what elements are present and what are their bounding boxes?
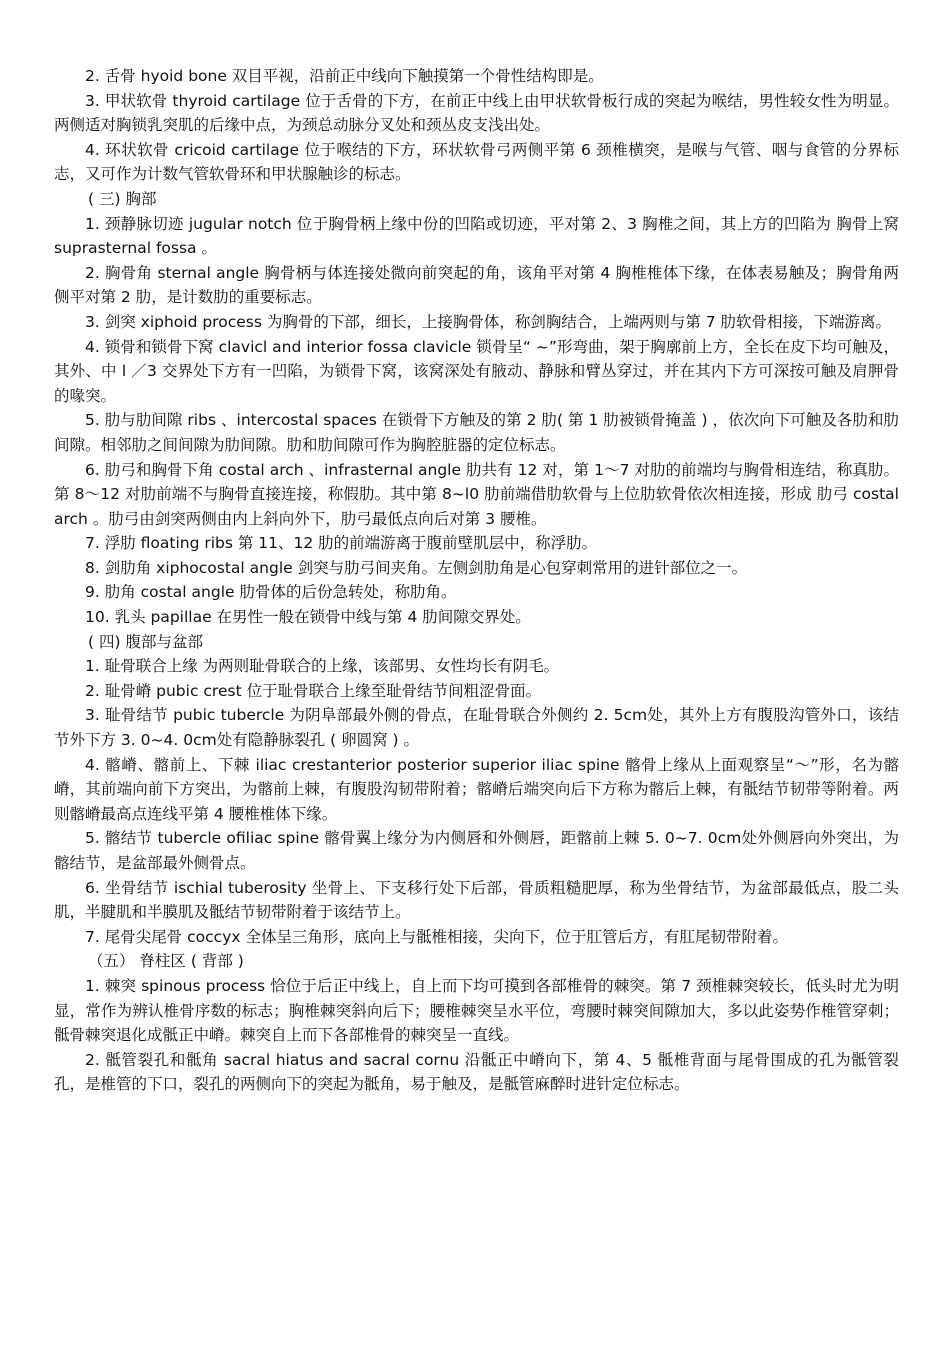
paragraph-abdomen-3: 3. 耻骨结节 pubic tubercle 为阴阜部最外侧的骨点，在耻骨联合外侧约 2. 5cm处，其外上方有腹股沟管外口，该结节外下方 3. 0~4. 0cm处有隐静脉裂孔 ( 卵圆窝 ) 。 — [54, 706, 899, 750]
paragraph-chest-4: 4. 锁骨和锁骨下窝 clavicl and interior fossa clavicle 锁骨呈“ ~”形弯曲，架于胸廓前上方，全长在皮下均可触及，其外、中 l ／3 交界处下方有一凹陷，为锁骨下窝，该窝深处有腋动、静脉和臂丛穿过，并在其内下方可深按可触及肩胛骨的喙突。 — [54, 337, 899, 405]
paragraph-chest-7: 7. 浮肋 floating ribs 第 11、12 肋的前端游离于腹前壁肌层中，称浮肋。 — [85, 534, 598, 553]
paragraph-chest-2: 2. 胸骨角 sternal angle 胸骨柄与体连接处微向前突起的角，该角平对第 4 胸椎椎体下缘，在体表易触及；胸骨角两侧平对第 2 肋，是计数肋的重要标志。 — [54, 263, 899, 307]
paragraph-chest-6: 6. 肋弓和胸骨下角 costal arch 、infrasternal angle 肋共有 12 对，第 1～7 对肋的前端均与胸骨相连结，称真肋。第 8～12 对肋前端不与胸骨直接连接，称假肋。其中第 8~l0 肋前端借肋软骨与上位肋软骨依次相连接，形成 肋弓 costal arch 。肋弓由剑突两侧由内上斜向外下，肋弓最低点向后对第 3 腰椎。 — [54, 460, 899, 528]
paragraph-abdomen-7: 7. 尾骨尖尾骨 coccyx 全体呈三角形，底向上与骶椎相接，尖向下，位于肛管后方，有肛尾韧带附着。 — [85, 927, 788, 946]
section-heading-abdomen: ( 四) 腹部与盆部 — [88, 632, 203, 651]
paragraph-chest-3: 3. 剑突 xiphoid process 为胸骨的下部，细长，上接胸骨体，称剑胸结合，上端两则与第 7 肋软骨相接，下端游离。 — [85, 312, 892, 331]
document-body — [54, 64, 899, 1097]
paragraph-chest-1: 1. 颈静脉切迹 jugular notch 位于胸骨柄上缘中份的凹陷或切迹，平对第 2、3 胸椎之间，其上方的凹陷为 胸骨上窝 suprasternal fossa 。 — [54, 214, 899, 258]
paragraph-chest-8: 8. 剑肋角 xiphocostal angle 剑突与肋弓间夹角。左侧剑肋角是心包穿刺常用的进针部位之一。 — [85, 558, 748, 577]
section-heading-chest: ( 三) 胸部 — [88, 189, 157, 208]
paragraph-chest-5: 5. 肋与肋间隙 ribs 、intercostal spaces 在锁骨下方触及的第 2 肋( 第 1 肋被锁骨掩盖 ) ，依次向下可触及各肋和肋间隙。相邻肋之间间隙为肋间隙。肋和肋间隙可作为胸腔脏器的定位标志。 — [54, 411, 899, 454]
paragraph-spine-1: 1. 棘突 spinous process 恰位于后正中线上，自上而下均可摸到各部椎骨的棘突。第 7 颈椎棘突较长，低头时尤为明显，常作为辨认椎骨序数的标志；胸椎棘突斜向后下；腰椎棘突呈水平位，弯腰时棘突间隙加大，多以此姿势作椎管穿刺；骶骨棘突退化成骶正中嵴。棘突自上而下各部椎骨的棘突呈一直线。 — [54, 976, 899, 1045]
paragraph-abdomen-2: 2. 耻骨嵴 pubic crest 位于耻骨联合上缘至耻骨结节间粗涩骨面。 — [85, 681, 542, 700]
section-heading-spine: （五） 脊柱区 ( 背部 ) — [88, 952, 244, 971]
paragraph-neck-4: 4. 环状软骨 cricoid cartilage 位于喉结的下方，环状软骨弓两侧平第 6 颈椎横突，是喉与气管、咽与食管的分界标志，又可作为计数气管软骨环和甲状腺触诊的标志。 — [54, 140, 899, 184]
paragraph-neck-3: 3. 甲状软骨 thyroid cartilage 位于舌骨的下方，在前正中线上由甲状软骨板行成的突起为喉结，男性较女性为明显。两侧适对胸锁乳突肌的后缘中点，为颈总动脉分叉处和颈丛皮支浅出处。 — [54, 91, 899, 135]
paragraph-chest-9: 9. 肋角 costal angle 肋骨体的后份急转处，称肋角。 — [85, 583, 457, 602]
paragraph-neck-2: 2. 舌骨 hyoid bone 双目平视，沿前正中线向下触摸第一个骨性结构即是。 — [85, 67, 604, 85]
paragraph-abdomen-4: 4. 髂嵴、髂前上、下棘 iliac crestanterior posterior superior iliac spine 髂骨上缘从上面观察呈“～”形，名为髂嵴，其前端向前下方突出，为髂前上棘，有腹股沟韧带附着；髂嵴后端突向后下方称为髂后上棘，有骶结节韧带等附着。两则髂嵴最高点连线平第 4 腰椎椎体下缘。 — [54, 755, 899, 823]
paragraph-abdomen-6: 6. 坐骨结节 ischial tuberosity 坐骨上、下支移行处下后部，骨质粗糙肥厚，称为坐骨结节，为盆部最低点，股二头肌，半腱肌和半膜肌及骶结节韧带附着于该结节上。 — [54, 878, 899, 922]
paragraph-abdomen-5: 5. 髂结节 tubercle ofiliac spine 髂骨翼上缘分为内侧唇和外侧唇，距髂前上棘 5. 0~7. 0cm处外侧唇向外突出，为髂结节，是盆部最外侧骨点。 — [54, 829, 899, 872]
paragraph-spine-2: 2. 骶管裂孔和骶角 sacral hiatus and sacral cornu 沿骶正中嵴向下，第 4、5 骶椎背面与尾骨围成的孔为骶管裂孔，是椎管的下口，裂孔的两侧向下的突起为骶角，易于触及，是骶管麻醉时进针定位标志。 — [54, 1050, 899, 1094]
paragraph-chest-10: 10. 乳头 papillae 在男性一般在锁骨中线与第 4 肋间隙交界处。 — [85, 608, 531, 627]
paragraph-abdomen-1: 1. 耻骨联合上缘 为两则耻骨联合的上缘，该部男、女性均长有阴毛。 — [85, 657, 560, 676]
